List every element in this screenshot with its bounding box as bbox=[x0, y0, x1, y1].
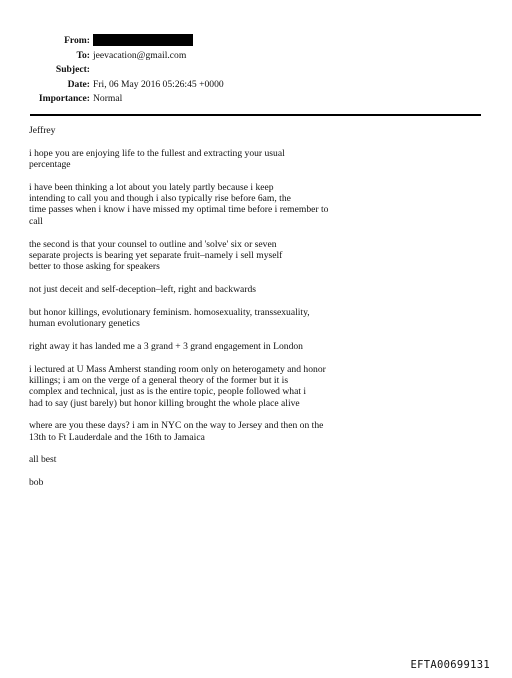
subject-row bbox=[0, 63, 512, 78]
body-paragraph bbox=[29, 341, 359, 352]
body-paragraph bbox=[29, 420, 359, 443]
to-value: jeevacation@gmail.com bbox=[93, 49, 187, 61]
to-row bbox=[0, 49, 512, 64]
body-line: human evolutionary genetics bbox=[29, 318, 140, 330]
body-line: intending to call you and though i also typically rise before 6am, the bbox=[29, 193, 291, 205]
body-line: i lectured at U Mass Amherst standing room only on heterogamety and honor bbox=[29, 363, 326, 375]
header-divider bbox=[30, 114, 481, 116]
importance-value: Normal bbox=[93, 93, 123, 104]
body-paragraph bbox=[29, 477, 359, 488]
importance-row bbox=[0, 92, 512, 107]
body-paragraph bbox=[29, 364, 359, 409]
body-line: killings; i am on the verge of a general theory of the former but it is bbox=[29, 374, 289, 386]
body-paragraphs bbox=[29, 148, 359, 489]
from-label: From: bbox=[64, 35, 90, 46]
greeting: Jeffrey bbox=[29, 125, 56, 136]
from-row bbox=[0, 34, 512, 49]
email-header bbox=[0, 34, 512, 107]
subject-label: Subject: bbox=[55, 64, 90, 75]
body-paragraph bbox=[29, 182, 359, 227]
bates-number: EFTA00699131 bbox=[410, 659, 490, 671]
body-line: percentage bbox=[29, 159, 71, 171]
body-paragraph bbox=[29, 284, 359, 295]
body-paragraph bbox=[29, 454, 359, 465]
body-line: where are you these days? i am in NYC on the way to Jersey and then on the bbox=[29, 420, 324, 432]
date-row bbox=[0, 78, 512, 93]
date-value: Fri, 06 May 2016 05:26:45 +0000 bbox=[93, 78, 224, 90]
importance-label: Importance: bbox=[38, 93, 90, 104]
body-paragraph bbox=[29, 148, 359, 171]
body-paragraph bbox=[29, 307, 359, 330]
body-line: the second is that your counsel to outline and 'solve' six or seven bbox=[29, 238, 277, 250]
body-line: not just deceit and self-deception–left, right and backwards bbox=[29, 283, 256, 295]
body-line: 13th to Ft Lauderdale and the 16th to Jamaica bbox=[29, 431, 205, 443]
body-line: time passes when i know i have missed my optimal time before i remember to bbox=[29, 204, 329, 216]
body-line: call bbox=[29, 215, 43, 227]
from-value bbox=[93, 34, 193, 50]
body-line: complex and technical, just as is the entire topic, people followed what i bbox=[29, 386, 307, 398]
redaction-bar bbox=[93, 34, 193, 46]
date-label: Date: bbox=[67, 78, 90, 90]
body-line: all best bbox=[29, 454, 57, 466]
body-line: bob bbox=[29, 477, 44, 489]
body-line: i hope you are enjoying life to the fullest and extracting your usual bbox=[29, 147, 285, 159]
body-paragraph bbox=[29, 239, 359, 273]
body-line: separate projects is bearing yet separate fruit–namely i sell myself bbox=[29, 249, 283, 261]
body-line: but honor killings, evolutionary feminism. homosexuality, transsexuality, bbox=[29, 306, 310, 318]
to-label: To: bbox=[76, 49, 90, 61]
body-line: better to those asking for speakers bbox=[29, 261, 160, 273]
body-line: had to say (just barely) but honor killing brought the whole place alive bbox=[29, 397, 300, 409]
body-line: right away it has landed me a 3 grand + 3 grand engagement in London bbox=[29, 340, 303, 352]
body-line: i have been thinking a lot about you lately partly because i keep bbox=[29, 181, 274, 193]
email-body bbox=[29, 125, 359, 500]
